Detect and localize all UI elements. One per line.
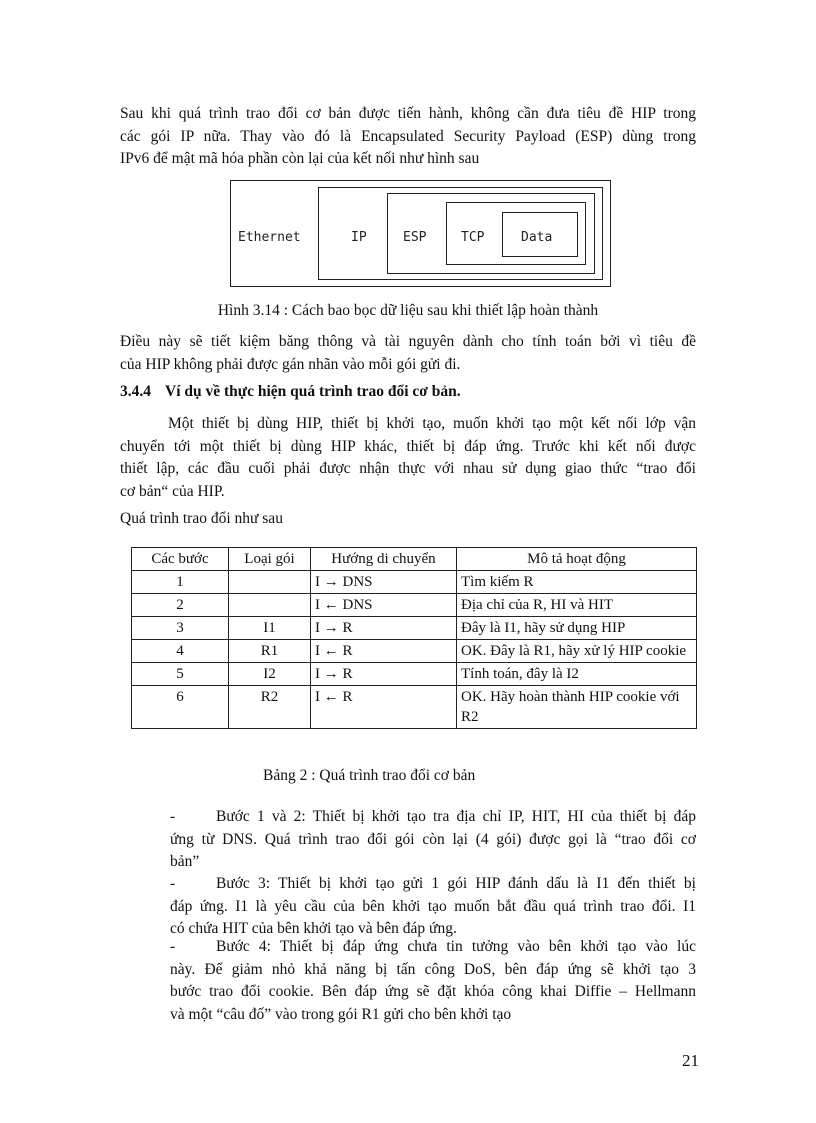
cell-direction: I ← DNS bbox=[311, 594, 457, 617]
cell-description: Tính toán, đây là I2 bbox=[457, 663, 697, 686]
saving-line: Điều này sẽ tiết kiệm băng thông và tài nguyên dành cho tính toán bởi vì tiêu đề bbox=[120, 333, 696, 350]
section-title: Ví dụ về thực hiện quá trình trao đổi cơ bản. bbox=[165, 383, 461, 400]
cell-type: I2 bbox=[229, 663, 311, 686]
cell-description: Đây là I1, hãy sử dụng HIP bbox=[457, 617, 697, 640]
example-paragraph bbox=[120, 413, 696, 503]
table-header-row bbox=[132, 548, 697, 571]
bullet-line: Bước 1 và 2: Thiết bị khởi tạo tra địa chỉ IP, HIT, HI của thiết bị đáp bbox=[216, 808, 696, 825]
cell-step: 2 bbox=[132, 594, 229, 617]
cell-type: R1 bbox=[229, 640, 311, 663]
intro-line: các gói IP nữa. Thay vào đó là Encapsulated Security Payload (ESP) dùng trong bbox=[120, 127, 696, 145]
table-row bbox=[132, 640, 697, 663]
bullet-line: Bước 3: Thiết bị khởi tạo gửi 1 gói HIP đánh dấu là I1 đến thiết bị bbox=[216, 875, 696, 892]
cell-step: 4 bbox=[132, 640, 229, 663]
label-esp: ESP bbox=[403, 230, 427, 245]
cell-direction: I ← R bbox=[311, 686, 457, 729]
saving-line: của HIP không phải được gán nhãn vào mỗi gói gửi đi. bbox=[120, 355, 461, 373]
bullet-item bbox=[170, 873, 696, 941]
cell-step: 5 bbox=[132, 663, 229, 686]
cell-direction: I → R bbox=[311, 663, 457, 686]
table-caption: Bảng 2 : Quá trình trao đổi cơ bản bbox=[263, 767, 476, 784]
bullet-dash: - bbox=[170, 875, 176, 892]
section-number: 3.4.4 bbox=[120, 383, 151, 400]
table-row bbox=[132, 686, 697, 729]
saving-paragraph bbox=[120, 331, 696, 376]
table-row bbox=[132, 617, 697, 640]
exchange-intro: Quá trình trao đổi như sau bbox=[120, 510, 283, 527]
cell-direction: I → R bbox=[311, 617, 457, 640]
header-description: Mô tả hoạt động bbox=[457, 548, 697, 571]
cell-step: 3 bbox=[132, 617, 229, 640]
bullet-item bbox=[170, 806, 696, 874]
bullet-item bbox=[170, 936, 696, 1026]
bullet-line: Bước 4: Thiết bị đáp ứng chưa tin tưởng vào bên khởi tạo vào lúc bbox=[216, 938, 696, 955]
bullet-line: bước trao đổi cookie. Bên đáp ứng sẽ đặt khóa công khai Diffie – Hellmann bbox=[170, 983, 696, 1000]
cell-direction: I → DNS bbox=[311, 571, 457, 594]
page-number: 21 bbox=[682, 1051, 699, 1070]
example-line: Một thiết bị dùng HIP, thiết bị khởi tạo, muốn khởi tạo một kết nối lớp vận bbox=[168, 415, 696, 432]
cell-step: 6 bbox=[132, 686, 229, 729]
label-tcp: TCP bbox=[461, 230, 485, 245]
example-line: cơ bản“ của HIP. bbox=[120, 482, 225, 500]
example-line: thiết lập, các đầu cuối phải được nhận thực với nhau sử dụng giao thức “trao đổi bbox=[120, 460, 696, 477]
header-type: Loại gói bbox=[229, 548, 311, 571]
cell-type bbox=[229, 594, 311, 617]
label-ip: IP bbox=[351, 230, 367, 245]
bullet-line: ứng từ DNS. Quá trình trao đổi gói còn lại (4 gói) được gọi là “trao đổi cơ bbox=[170, 830, 696, 848]
label-data: Data bbox=[521, 230, 553, 245]
bullet-line: đáp ứng. I1 là yêu cầu của bên khởi tạo muốn bắt đầu quá trình trao đổi. I1 bbox=[170, 897, 696, 915]
cell-type bbox=[229, 571, 311, 594]
table-row bbox=[132, 594, 697, 617]
section-heading bbox=[120, 383, 461, 401]
bullet-line: có chứa HIT của bên khởi tạo và bên đáp ứng. bbox=[170, 920, 457, 937]
cell-direction: I ← R bbox=[311, 640, 457, 663]
cell-description: OK. Đây là R1, hãy xử lý HIP cookie bbox=[457, 640, 697, 663]
cell-description: Địa chỉ của R, HI và HIT bbox=[457, 594, 697, 617]
example-line: chuyển tới một thiết bị dùng HIP khác, thiết bị đáp ứng. Trước khi kết nối được bbox=[120, 437, 696, 455]
intro-line: Sau khi quá trình trao đổi cơ bản được tiến hành, không cần đưa tiêu đề HIP trong bbox=[120, 105, 696, 122]
table-row bbox=[132, 571, 697, 594]
cell-step: 1 bbox=[132, 571, 229, 594]
intro-line: IPv6 để mật mã hóa phần còn lại của kết nối như hình sau bbox=[120, 150, 480, 167]
figure-caption: Hình 3.14 : Cách bao bọc dữ liệu sau khi thiết lập hoàn thành bbox=[217, 302, 599, 319]
intro-paragraph bbox=[120, 103, 696, 171]
bullet-line: bản” bbox=[170, 853, 200, 870]
label-ethernet: Ethernet bbox=[238, 230, 301, 245]
header-step: Các bước bbox=[132, 548, 229, 571]
bullet-dash: - bbox=[170, 938, 176, 955]
bullet-line: và một “câu đố” vào trong gói R1 gửi cho bên khởi tạo bbox=[170, 1005, 512, 1023]
bullet-dash: - bbox=[170, 808, 176, 825]
cell-description: Tìm kiếm R bbox=[457, 571, 697, 594]
bullet-line: này. Để giảm nhỏ khả năng bị tấn công DoS, bên đáp ứng sẽ khởi tạo 3 bbox=[170, 960, 696, 978]
exchange-table bbox=[131, 547, 697, 729]
header-direction: Hướng di chuyển bbox=[311, 548, 457, 571]
table-row bbox=[132, 663, 697, 686]
cell-description: OK. Hãy hoàn thành HIP cookie với R2 bbox=[457, 686, 697, 729]
cell-type: R2 bbox=[229, 686, 311, 729]
cell-type: I1 bbox=[229, 617, 311, 640]
